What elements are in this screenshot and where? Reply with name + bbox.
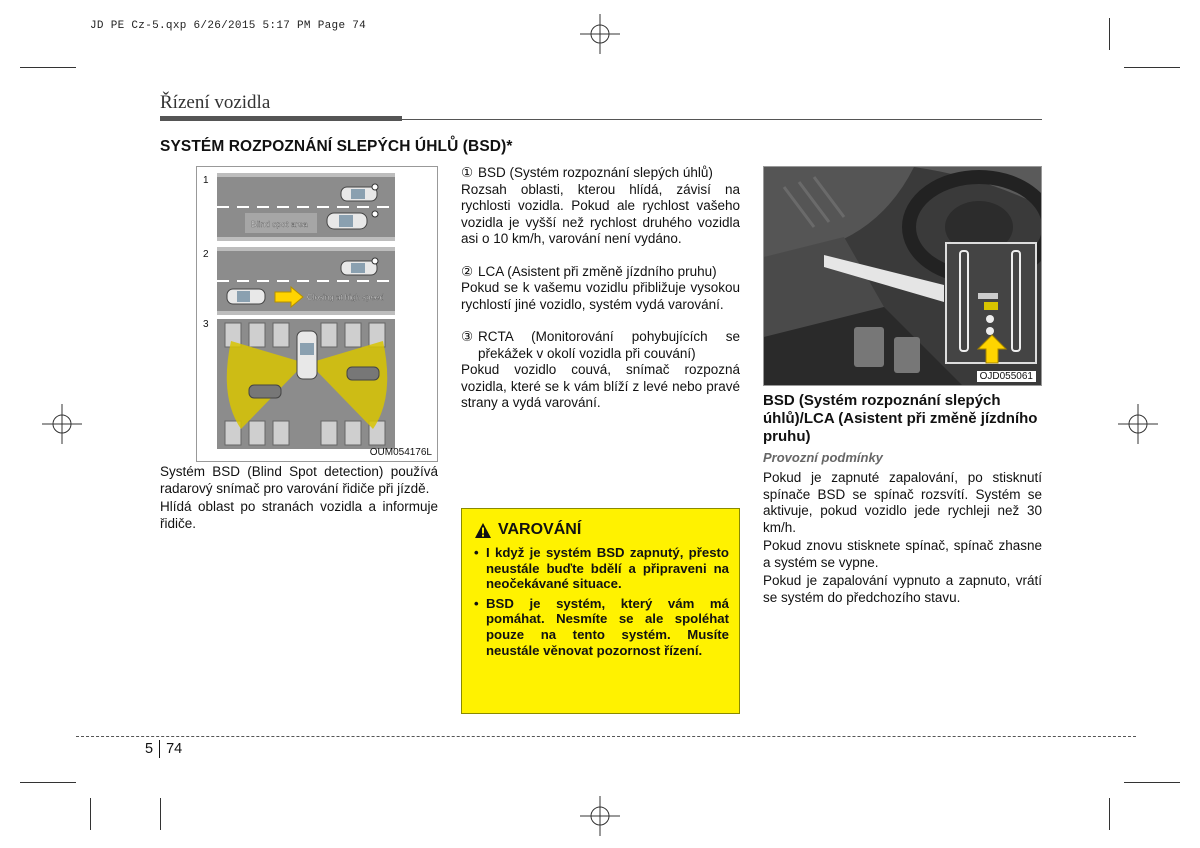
page-number-value: 74 (166, 741, 183, 757)
header-rule-line (402, 119, 1042, 120)
warning-box (461, 508, 740, 714)
item-label: LCA (Asistent při změně jízdního pruhu) (478, 263, 717, 279)
crop-mark-top-right-v (1109, 18, 1110, 50)
dashboard-photo-figure (763, 166, 1042, 386)
list-item (461, 329, 740, 362)
figure-code: OUM054176L (369, 447, 432, 458)
label-blind-spot-area: Blind spot area (251, 219, 308, 229)
column-2-text (461, 165, 740, 412)
panel-number-2: 2 (203, 249, 209, 260)
crop-mark-top-right-h (1124, 67, 1180, 68)
dashboard-photo (764, 167, 1042, 386)
item-number: ① (461, 165, 474, 180)
paragraph: Pokud se k vašemu vozidlu přibližuje vysokou rychlostí jiné vozidlo, systém vydá varování. (461, 280, 740, 312)
item-number: ② (461, 263, 474, 279)
car-icon (347, 367, 379, 380)
list-item (461, 264, 740, 281)
paragraph: Pokud je zapalování vypnuto a zapnuto, vrátí se systém do předchozího stavu. (763, 573, 1042, 605)
paragraph: Pokud vozidlo couvá, snímač rozpozná vozidla, které se k vám blíží z levé nebo pravé strany a vydá varování. (461, 362, 740, 410)
footer-dashed-rule (76, 736, 1136, 737)
item-label: RCTA (Monitorování pohybujících se překážek v okolí vozidla při couvání) (478, 329, 740, 361)
bsd-diagram-figure (196, 166, 438, 462)
paragraph: Rozsah oblasti, kterou hlídá, závisí na rychlosti vozidla. Pokud ale rychlost vašeho vozidla je vyšší než rychlost druhého vozidla asi o 10 km/h, varování není vydáno. (461, 181, 740, 246)
header-rule-bar (160, 116, 402, 121)
crop-mark-bottom-left-v (90, 798, 91, 830)
paragraph: Hlídá oblast po stranách vozidla a informuje řidiče. (160, 499, 438, 531)
subsection-title: BSD (Systém rozpoznání slepých úhlů)/LCA (Asistent při změně jízdního pruhu) (763, 392, 1038, 445)
section-title: SYSTÉM ROZPOZNÁNÍ SLEPÝCH ÚHLŮ (BSD)* (160, 138, 513, 155)
column-3-text (763, 470, 1042, 606)
registration-mark-top (580, 14, 620, 54)
panel-number-1: 1 (203, 175, 209, 186)
chapter-title: Řízení vozidla (160, 92, 271, 113)
car-icon (249, 385, 281, 398)
paragraph: Systém BSD (Blind Spot detection) používá radarový snímač pro varování řidiče při jízdě. (160, 464, 438, 496)
warning-header (474, 521, 729, 539)
registration-mark-right (1118, 404, 1158, 444)
registration-mark-bottom (580, 796, 620, 836)
item-number: ③ (461, 329, 474, 344)
car-icon (327, 213, 367, 229)
registration-mark-left (42, 404, 82, 444)
paragraph: Pokud je zapnuté zapalování, po stisknutí spínače BSD se spínač rozsvítí. Systém se aktivuje, pokud vozidlo jede rychleji než 30 km/h. (763, 470, 1042, 535)
warning-list (474, 545, 729, 658)
print-slug: JD PE Cz-5.qxp 6/26/2015 5:17 PM Page 74 (90, 20, 367, 32)
warning-bullet: • BSD je systém, který vám má pomáhat. Nesmíte se ale spoléhat pouze na tento systém. Musíte neustále věnovat pozornost řízení. (474, 595, 729, 658)
page-number (145, 740, 182, 758)
crop-mark-bottom-mid-v (160, 798, 161, 830)
crop-mark-bottom-right-v (1109, 798, 1110, 830)
operating-conditions-heading: Provozní podmínky (763, 450, 883, 465)
figure-code: OJD055061 (977, 371, 1036, 382)
crop-mark-bottom-right-h (1124, 782, 1180, 783)
panel-number-3: 3 (203, 319, 209, 330)
label-closing-high-speed: Closing at high speed (307, 293, 384, 302)
warning-bullet: • I když je systém BSD zapnutý, přesto neustále buďte bdělí a připraveni na neočekávané situace. (474, 545, 729, 592)
column-1-text (160, 464, 438, 532)
bsd-diagram (197, 167, 438, 462)
car-icon (297, 331, 317, 379)
item-label: BSD (Systém rozpoznání slepých úhlů) (478, 165, 713, 180)
warning-title: VAROVÁNÍ (498, 521, 582, 538)
crop-mark-top-left-h (20, 67, 76, 68)
chapter-number: 5 (145, 741, 154, 757)
car-icon (341, 187, 377, 201)
list-item (461, 165, 740, 182)
warning-triangle-icon (474, 522, 492, 539)
crop-mark-bottom-left-h (20, 782, 76, 783)
car-icon (227, 289, 265, 304)
car-icon (341, 261, 377, 275)
page-number-separator (159, 740, 160, 758)
paragraph: Pokud znovu stisknete spínač, spínač zhasne a systém se vypne. (763, 538, 1042, 570)
